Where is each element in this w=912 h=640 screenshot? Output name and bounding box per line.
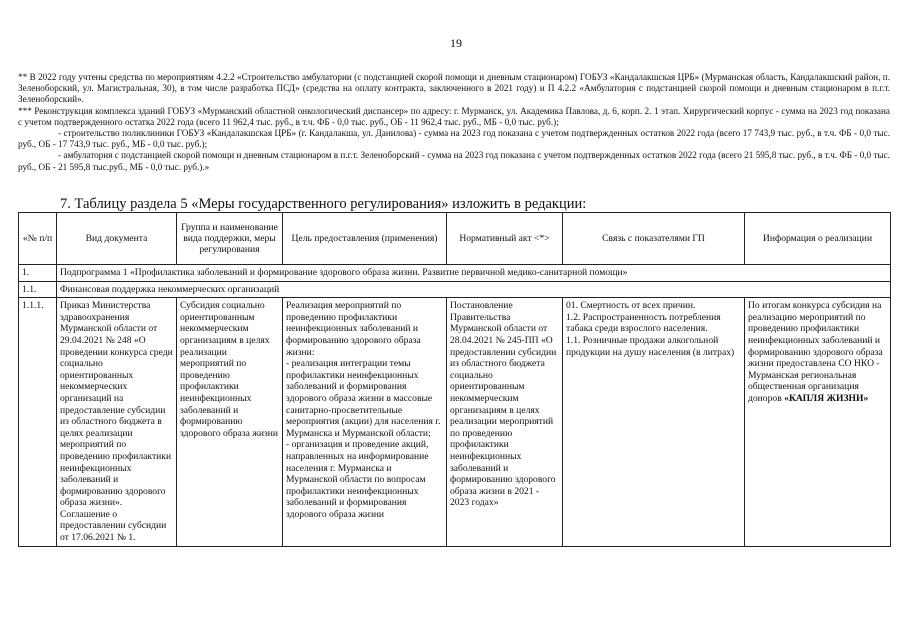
header-normative-act: Нормативный акт <*> — [447, 213, 563, 265]
table-header-row — [19, 213, 891, 265]
header-purpose: Цель предоставления (применения) — [283, 213, 447, 265]
state-regulation-table — [18, 212, 891, 547]
cell-support: Субсидия социально ориентированным некоммерческим организациям в целях реализации мероприятий по проведению профилактики неинфекционных заболеваний и формированию здорового образа жизни — [177, 298, 283, 546]
cell-normative-act: Постановление Правительства Мурманской области от 28.04.2021 № 245-ПП «О предоставлении субсидии из областного бюджета социально ориентированным некоммерческим организациям в целях реализации мероприятий по проведению профилактики неинфекционных заболеваний и формированию здорового образа жизни в 2021 - 2023 годах» — [447, 298, 563, 546]
indicator-item: 1.2. Распространенность потребления табака среди взрослого населения. — [566, 311, 721, 335]
header-support-group: Группа и наименование вида поддержки, меры регулирования — [177, 213, 283, 265]
footnote-zelenoborsky-ambulance: - амбулатория с подстанцией скорой помощи и дневным стационаром в п.г.т. Зеленоборский - сумма на 2023 год показана с учетом подтвержденных остатков 2022 года (всего 21 595,8 тыс. руб., в т.ч. ФБ - 0,0 тыс. руб., ОБ - 21 595,8 тыс.руб., МБ - 0,0 тыс. руб.).» — [18, 150, 890, 172]
cell-purpose — [283, 298, 447, 546]
section-number: 1.1. — [19, 281, 57, 298]
item-number: 1.1.1. — [19, 298, 57, 546]
document-agreement: Соглашение о предоставлении субсидии от 17.06.2021 № 1. — [60, 508, 167, 544]
purpose-item: - реализация интеграции темы профилактики неинфекционных заболеваний и формирования здорового образа жизни в массовые санитарно-просветительные мероприятия (акции) для населения г. Мурманска и Мурманской области; — [286, 358, 441, 439]
subprogram-number: 1. — [19, 265, 57, 282]
implementation-org: «КАПЛЯ ЖИЗНИ» — [784, 392, 869, 404]
header-number: «№ п/п — [19, 213, 57, 265]
section-title: Финансовая поддержка некоммерческих организаций — [57, 281, 891, 298]
page-number: 19 — [450, 36, 462, 50]
footnote-kandalaksha-clinic: - строительство поликлиники ГОБУЗ «Кандалакшская ЦРБ» (г. Кандалакша, ул. Данилова) - сумма на 2023 год показана с учетом подтвержденных остатков 2022 года (всего 17 743,9 тыс. руб., в т.ч. ФБ - 0,0 тыс. руб., ОБ - 17 743,9 тыс. руб., МБ - 0,0 тыс. руб.); — [18, 128, 890, 150]
document-order: Приказ Министерства здравоохранения Мурманской области от 29.04.2021 № 248 «О проведении конкурса среди социально ориентированных некоммерческих организаций на предоставление субсидии из областного бюджета в целях реализации мероприятий по проведению профилактики неинфекционных заболеваний и формированию здорового образа жизни». — [60, 300, 173, 509]
purpose-item: - организация и проведение акций, направленных на информирование населения г. Мурманска и Мурманской области по вопросам профилактики неинфекционных заболеваний и формирования здорового образа жизни — [286, 439, 429, 520]
indicator-item: 1.1. Розничные продажи алкогольной продукции на душу населения (в литрах) — [566, 334, 735, 358]
footnote-double-star: ** В 2022 году учтены средства по мероприятиям 4.2.2 «Строительство амбулатории (с подстанцией скорой помощи и дневным стационаром) ГОБУЗ «Кандалакшская ЦРБ» (Мурманская область, Кандалакшский район, п. Зеленоборский, ул. Магистральная, 30), в том числе разработка ПСД» (средства на оплату контракта, заключенного в 2021 году) и П 4.2.2 «Амбулатория с подстанцией скорой помощи и дневным стационаром в п.г.т. Зеленоборский». — [18, 72, 890, 105]
table-heading: 7. Таблицу раздела 5 «Меры государственного регулирования» изложить в редакции: — [60, 196, 587, 212]
footnotes — [18, 72, 890, 173]
section-row — [19, 281, 891, 298]
implementation-text: По итогам конкурса субсидия на реализацию мероприятий по проведению профилактики неинфекционных заболеваний и формированию здорового образа жизни предоставлена СО НКО - Мурманская региональная общественная организация доноров — [748, 300, 883, 404]
table-row — [19, 298, 891, 546]
indicator-item: 01. Смертность от всех причин. — [566, 300, 696, 312]
footnote-triple-star: *** Реконструкция комплекса зданий ГОБУЗ «Мурманский областной онкологический диспансер» по адресу: г. Мурманск, ул. Академика Павлова, д. 6, корп. 2. 1 этап. Хирургический корпус - сумма на 2023 год показана с учетом подтвержденного остатка 2022 года (всего 11 962,4 тыс. руб., в т.ч. ФБ - 0,0 тыс. руб., ОБ - 11 962,4 тыс. руб., МБ - 0,0 тыс. руб.); — [18, 105, 890, 127]
purpose-intro: Реализация мероприятий по проведению профилактики неинфекционных заболеваний и формированию здорового образа жизни: — [286, 300, 421, 358]
header-implementation: Информация о реализации — [745, 213, 891, 265]
cell-document — [57, 298, 177, 546]
subprogram-row — [19, 265, 891, 282]
header-document-type: Вид документа — [57, 213, 177, 265]
subprogram-title: Подпрограмма 1 «Профилактика заболеваний и формирование здорового образа жизни. Развитие первичной медико-санитарной помощи» — [57, 265, 891, 282]
header-indicators: Связь с показателями ГП — [563, 213, 745, 265]
cell-implementation — [745, 298, 891, 546]
cell-indicators — [563, 298, 745, 546]
